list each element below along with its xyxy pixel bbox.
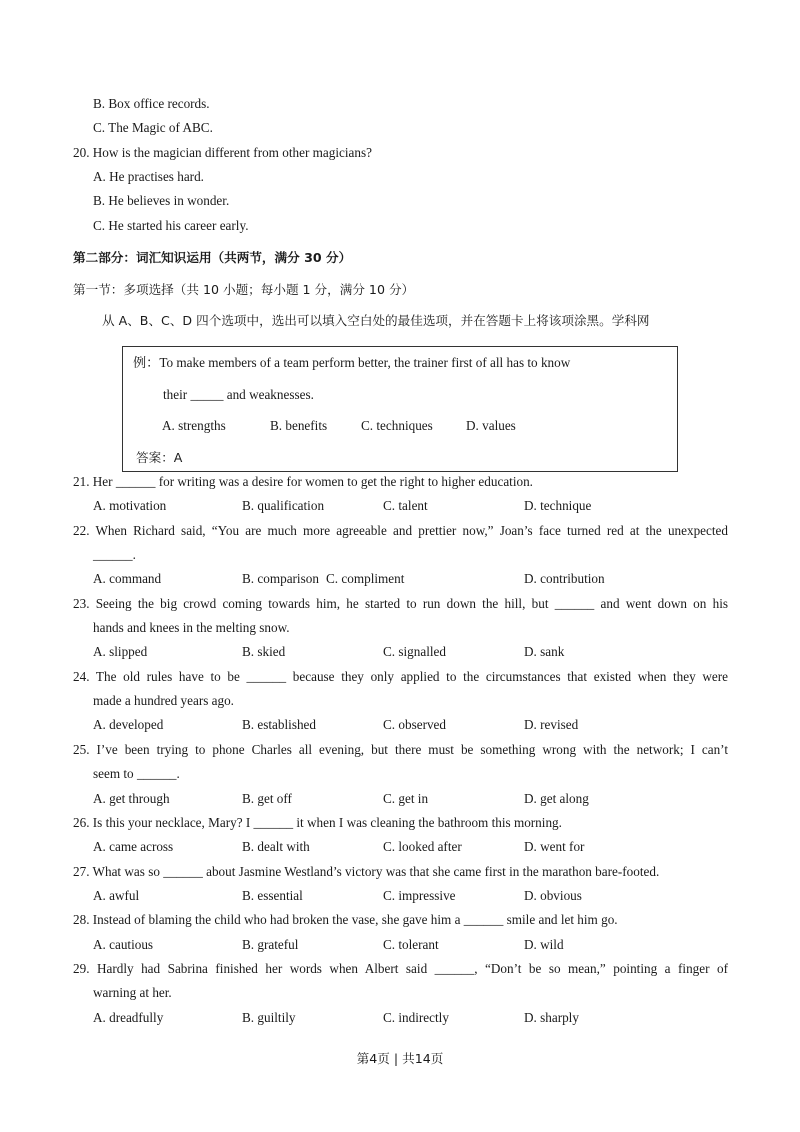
option-c: C. compliment [326, 571, 405, 586]
option-a: A. awful [93, 888, 140, 903]
option-a: A. motivation [93, 498, 167, 513]
question-stem: 27. What was so ______ about Jasmine Westland’s victory was that she came first in the marathon bare-footed. [73, 864, 660, 879]
option-d: D. sharply [524, 1010, 579, 1025]
option-c: C. indirectly [383, 1010, 449, 1025]
option-d: D. revised [524, 717, 579, 732]
option-text: A. He practises hard. [93, 169, 204, 184]
option-b: B. grateful [242, 937, 299, 952]
question-stem-cont: ______. [93, 547, 136, 562]
option-c: C. talent [383, 498, 428, 513]
option-b: B. get off [242, 791, 292, 806]
example-option: A. strengths [162, 418, 226, 433]
option-b: B. established [242, 717, 316, 732]
option-c: C. observed [383, 717, 446, 732]
option-d: D. obvious [524, 888, 582, 903]
option-b: B. skied [242, 644, 286, 659]
question-stem: 22. When Richard said, “You are much more agreeable and prettier now,” Joan’s face turned red at the unexpected [73, 523, 728, 538]
option-text: B. He believes in wonder. [93, 193, 230, 208]
question-stem-cont: seem to ______. [93, 766, 180, 781]
option-c: C. signalled [383, 644, 447, 659]
option-a: A. developed [93, 717, 164, 732]
option-d: D. get along [524, 791, 589, 806]
option-c: C. impressive [383, 888, 456, 903]
example-line-2: their _____ and weaknesses. [163, 387, 314, 402]
question-stem: 23. Seeing the big crowd coming towards him, he started to run down the hill, but ______ and went down on his [73, 596, 728, 611]
question-stem: 26. Is this your necklace, Mary? I ______ it when I was cleaning the bathroom this morning. [73, 815, 562, 830]
section-title: 第一节：多项选择（共 10 小题；每小题 1 分，满分 10 分） [73, 282, 415, 297]
example-option: B. benefits [270, 418, 328, 433]
question-stem: 25. I’ve been trying to phone Charles all evening, but there must be something wrong with the network; I can’t [73, 742, 728, 757]
option-b: B. essential [242, 888, 303, 903]
example-option: D. values [466, 418, 516, 433]
example-answer: 答案：A [136, 450, 183, 465]
option-a: A. dreadfully [93, 1010, 164, 1025]
question-stem-cont: hands and knees in the melting snow. [93, 620, 290, 635]
question-stem: 28. Instead of blaming the child who had broken the vase, she gave him a ______ smile and let him go. [73, 912, 618, 927]
option-b: B. qualification [242, 498, 325, 513]
option-d: D. went for [524, 839, 585, 854]
option-d: D. sank [524, 644, 565, 659]
option-text: B. Box office records. [93, 96, 210, 111]
option-c: C. tolerant [383, 937, 439, 952]
question-stem: 29. Hardly had Sabrina finished her words when Albert said ______, “Don’t be so mean,” pointing a finger of [73, 961, 728, 976]
option-a: A. command [93, 571, 162, 586]
part-title: 第二部分：词汇知识运用（共两节，满分 30 分） [73, 250, 352, 265]
option-d: D. contribution [524, 571, 605, 586]
page-footer: 第4页 | 共14页 [356, 1051, 444, 1066]
option-a: A. came across [93, 839, 174, 854]
option-c: C. get in [383, 791, 429, 806]
question-stem-cont: warning at her. [93, 985, 172, 1000]
question-stem: 24. The old rules have to be ______ because they only applied to the circumstances that existed when they were [73, 669, 728, 684]
example-line-1: 例：To make members of a team perform better, the trainer first of all has to know [133, 355, 571, 370]
option-b: B. guiltily [242, 1010, 296, 1025]
question-stem-cont: made a hundred years ago. [93, 693, 234, 708]
option-d: D. wild [524, 937, 564, 952]
instruction-text: 从 A、B、C、D 四个选项中，选出可以填入空白处的最佳选项，并在答题卡上将该项涂黑。学科网 [102, 313, 650, 328]
option-a: A. get through [93, 791, 170, 806]
option-b: B. comparison [242, 571, 319, 586]
option-text: C. The Magic of ABC. [93, 120, 213, 135]
example-option: C. techniques [361, 418, 433, 433]
option-c: C. looked after [383, 839, 462, 854]
question-stem: 21. Her ______ for writing was a desire for women to get the right to higher education. [73, 474, 533, 489]
option-text: C. He started his career early. [93, 218, 249, 233]
option-b: B. dealt with [242, 839, 310, 854]
option-a: A. cautious [93, 937, 154, 952]
option-a: A. slipped [93, 644, 148, 659]
option-d: D. technique [524, 498, 592, 513]
question-stem: 20. How is the magician different from other magicians? [73, 145, 372, 160]
